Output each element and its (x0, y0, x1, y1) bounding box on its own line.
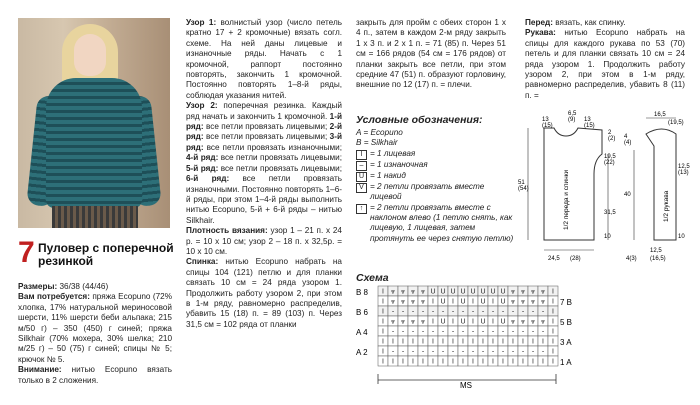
chart-symbol: I (452, 318, 454, 326)
chart-symbol: - (411, 308, 415, 316)
row-label-b6: B 6 (356, 308, 369, 317)
project-title: Пуловер с поперечной резинкой (38, 241, 174, 268)
knit-symbol-icon: I (356, 150, 367, 160)
chart-symbol: - (431, 308, 435, 316)
chart-symbol: I (532, 338, 534, 346)
chart-symbol: - (451, 348, 455, 356)
chart-symbol: - (511, 348, 515, 356)
legend: A = Ecopuno B = Silkhair I = 1 лицевая – = 1 изнаночная U = 1 накид V = 2 петли провязать вместе лицевой ↑ = 2 петли провязать вместе с наклоном влево (1 петлю снять, как лицевую, 1 лицевая, затем протянуть ее через снятую петлю) (356, 128, 514, 243)
chart-symbol: I (552, 328, 554, 336)
chart-symbol: ⩔ (411, 318, 415, 326)
chart-symbol: I (432, 358, 434, 366)
chart-symbol: I (552, 318, 554, 326)
svg-text:31,5: 31,5 (604, 210, 616, 216)
chart-symbol: I (472, 318, 474, 326)
chart-symbol: - (411, 348, 415, 356)
chart-symbol: - (391, 308, 395, 316)
chart-symbol: I (472, 298, 474, 306)
chart-symbol: I (552, 358, 554, 366)
chart-symbol: ⩔ (401, 318, 405, 326)
chart-symbol: ⩔ (511, 318, 515, 326)
chart-symbol: - (401, 308, 405, 316)
chart-symbol: ⩔ (531, 288, 535, 296)
chart-symbol: - (541, 308, 545, 316)
yarnover-symbol-icon: U (356, 172, 367, 182)
purl-symbol-icon: – (356, 161, 367, 171)
chart-symbol: ⩔ (521, 298, 525, 306)
chart-symbol: I (502, 338, 504, 346)
svg-text:(13): (13) (678, 170, 689, 176)
chart-symbol: - (461, 328, 465, 336)
knitting-chart (356, 284, 576, 400)
svg-text:19,5: 19,5 (604, 154, 616, 160)
svg-text:16,5: 16,5 (654, 112, 666, 118)
chart-symbol: U (460, 318, 466, 326)
chart-symbol: - (421, 348, 425, 356)
chart-symbol: U (500, 288, 506, 296)
chart-symbol: I (382, 328, 384, 336)
svg-text:(19,5): (19,5) (668, 120, 684, 126)
chart-symbol: I (422, 338, 424, 346)
chart-symbol: ⩔ (391, 318, 395, 326)
materials-column: Размеры: 36/38 (44/46) Вам потребуется: пряжа Ecopuno (72% хлопка, 17% натуральной мериносовой шерсти, 11% шерсти беби альпака; 215 м/50 г) – 350 (450) г синей; пряжа Silkhair (70% мохера, 30% шелка; 210 м/25 г) – 50 (75) г синей; спицы № 5; крючок № 5. Внимание: нитью Ecopuno вязать только в 2 сложения. (18, 282, 173, 385)
svg-text:51: 51 (518, 180, 525, 186)
chart-symbol: U (490, 288, 496, 296)
chart-symbol: I (392, 338, 394, 346)
row-label-5b: 5 B (560, 318, 573, 327)
chart-symbol: - (471, 348, 475, 356)
chart-symbol: I (522, 338, 524, 346)
chart-symbol: - (531, 348, 535, 356)
chart-symbol: - (541, 328, 545, 336)
chart-symbol: U (430, 288, 436, 296)
chart-symbol: I (462, 358, 464, 366)
front-sleeve-column: Перед: вязать, как спинку. Рукава: нитью Ecopuno набрать на спицы для каждого рукава по 53 (70) петель и для планки связать 10 см = 24 ряда узором 1. Продолжить работу узором 2, при этом в 1-м ряду, равномерно распределив, убавить 8 (11) п. = (525, 18, 685, 100)
chart-symbol: U (500, 318, 506, 326)
chart-symbol: U (480, 318, 486, 326)
chart-symbol: - (501, 308, 505, 316)
chart-symbol: ⩔ (401, 298, 405, 306)
chart-symbol: - (541, 348, 545, 356)
chart-symbol: I (452, 298, 454, 306)
project-number: 7 (18, 236, 35, 269)
row-label-7b: 7 B (560, 298, 573, 307)
svg-text:24,5: 24,5 (548, 256, 560, 262)
svg-text:(15): (15) (584, 123, 595, 129)
chart-symbol: ⩔ (531, 298, 535, 306)
chart-symbol: I (432, 298, 434, 306)
chart-symbol: I (482, 358, 484, 366)
svg-text:12,5: 12,5 (678, 164, 690, 170)
chart-symbol: - (431, 348, 435, 356)
sleeve-pattern (624, 110, 694, 275)
chart-symbol: - (391, 348, 395, 356)
chart-symbol: - (451, 308, 455, 316)
chart-symbol: - (521, 328, 525, 336)
chart-symbol: I (552, 298, 554, 306)
row-label-a2: A 2 (356, 348, 368, 357)
chart-symbol: ⩔ (411, 288, 415, 296)
chart-symbol: I (542, 358, 544, 366)
row-label-3a: 3 A (560, 338, 572, 347)
legend-title: Условные обозначения: (356, 114, 483, 126)
chart-symbol: - (441, 348, 445, 356)
chart-symbol: I (382, 338, 384, 346)
chart-symbol: - (421, 328, 425, 336)
repeat-label-ms: MS (460, 381, 472, 390)
chart-symbol: - (511, 328, 515, 336)
svg-text:4(3): 4(3) (626, 256, 637, 262)
svg-text:4: 4 (624, 134, 628, 140)
svg-text:(16,5): (16,5) (650, 256, 666, 262)
chart-symbol: - (461, 308, 465, 316)
chart-symbol: U (440, 298, 446, 306)
chart-symbol: - (401, 348, 405, 356)
chart-symbol: I (552, 288, 554, 296)
svg-text:10: 10 (678, 234, 685, 240)
chart-symbol: ⩔ (541, 298, 545, 306)
schema-title: Схема (356, 272, 389, 284)
svg-text:40: 40 (624, 192, 631, 198)
chart-symbol: U (480, 288, 486, 296)
chart-symbol: I (382, 348, 384, 356)
chart-symbol: I (512, 338, 514, 346)
chart-symbol: - (491, 328, 495, 336)
row-label-b8: B 8 (356, 288, 369, 297)
chart-symbol: ⩔ (421, 318, 425, 326)
chart-symbol: ⩔ (521, 288, 525, 296)
chart-symbol: - (431, 328, 435, 336)
chart-symbol: - (441, 328, 445, 336)
svg-text:(15): (15) (542, 123, 553, 129)
chart-symbol: I (462, 338, 464, 346)
chart-symbol: I (422, 358, 424, 366)
chart-symbol: I (412, 338, 414, 346)
chart-symbol: I (452, 338, 454, 346)
chart-symbol: - (451, 328, 455, 336)
chart-symbol: U (470, 288, 476, 296)
svg-text:(2): (2) (608, 136, 616, 142)
chart-symbol: - (531, 328, 535, 336)
chart-symbol: U (440, 318, 446, 326)
chart-symbol: I (492, 338, 494, 346)
chart-symbol: - (391, 328, 395, 336)
chart-symbol: - (501, 328, 505, 336)
chart-symbol: - (491, 308, 495, 316)
chart-symbol: - (421, 308, 425, 316)
chart-symbol: I (482, 338, 484, 346)
chart-symbol: I (382, 358, 384, 366)
chart-symbol: ⩔ (391, 298, 395, 306)
chart-symbol: ⩔ (391, 288, 395, 296)
chart-symbol: I (552, 308, 554, 316)
skp-symbol-icon: ↑ (356, 204, 367, 214)
chart-symbol: I (502, 358, 504, 366)
row-label-a4: A 4 (356, 328, 368, 337)
svg-text:(4): (4) (624, 140, 632, 146)
chart-symbol: I (512, 358, 514, 366)
chart-symbol: I (492, 318, 494, 326)
chart-symbol: ⩔ (421, 288, 425, 296)
chart-symbol: - (401, 328, 405, 336)
k2tog-symbol-icon: V (356, 183, 367, 193)
model-photo (18, 18, 170, 228)
svg-text:(22): (22) (604, 160, 615, 166)
chart-symbol: I (432, 318, 434, 326)
chart-symbol: - (521, 348, 525, 356)
chart-symbol: I (452, 358, 454, 366)
chart-symbol: - (471, 308, 475, 316)
chart-symbol: ⩔ (411, 298, 415, 306)
chart-symbol: I (382, 318, 384, 326)
svg-text:1/2 переда и спинки: 1/2 переда и спинки (563, 169, 570, 230)
chart-symbol: I (412, 358, 414, 366)
chart-symbol: - (471, 328, 475, 336)
chart-symbol: I (492, 358, 494, 366)
chart-symbol: ⩔ (541, 288, 545, 296)
chart-symbol: ⩔ (511, 298, 515, 306)
row-label-1a: 1 A (560, 358, 572, 367)
chart-symbol: ⩔ (531, 318, 535, 326)
instructions-column: Узор 1: волнистый узор (число петель кратно 17 + 2 кромочные) вязать согл. схеме. На ней даны лицевые и изнаночные ряды. Начать с 1 кромочной, раппорт постоянно повторять, закончить 1 кромочной. Постоянно повторять 1–8-й ряды, соблюдая указания нитей. Узор 2: поперечная резинка. Каждый ряд начать и закончить 1 кромочной. 1-й ряд: все петли провязать лицевыми; 2-й ряд: все петли провязать лицевыми; 3-й ряд: все петли провязать изнаночными; 4-й ряд: все петли провязать лицевыми; 5-й ряд: все петли провязать лицевыми; 6-й ряд: все петли провязать изнаночными. Постоянно повторять 1–6-й ряды, при этом 1–4-й ряды выполнить нитью Ecopuno, 5-й + 6-й ряды – нитью Silkhair. Плотность вязания: узор 1 – 21 п. х 24 р. = 10 х 10 см; узор 2 – 18 п. х 32,5р. = 10 х 10 см. Спинка: нитью Ecopuno набрать на спицы 104 (121) петлю и для планки связать 10 см = 24 ряда узором 1. Продолжить работу узором 2, при этом в 1-м ряду, равномерно распределив, убавить 15 (18) п. = 89 (103) п. Через 31,5 см = 102 ряда от планки (186, 18, 343, 329)
chart-symbol: - (501, 348, 505, 356)
svg-text:10: 10 (604, 234, 611, 240)
chart-symbol: - (461, 348, 465, 356)
chart-symbol: I (552, 338, 554, 346)
chart-symbol: - (511, 308, 515, 316)
svg-text:2: 2 (608, 130, 612, 136)
chart-symbol: U (480, 298, 486, 306)
chart-symbol: I (432, 338, 434, 346)
chart-symbol: I (442, 358, 444, 366)
chart-symbol: I (402, 338, 404, 346)
chart-symbol: ⩔ (511, 288, 515, 296)
chart-symbol: - (481, 308, 485, 316)
chart-symbol: I (392, 358, 394, 366)
front-back-pattern (518, 110, 620, 275)
chart-symbol: ⩔ (541, 318, 545, 326)
chart-symbol: - (521, 308, 525, 316)
svg-text:6,5: 6,5 (568, 111, 577, 117)
back-continued-column: закрыть для пройм с обеих сторон 1 х 4 п., затем в каждом 2-м ряду закрыть 1 х 3 п. и 2 х 1 п. = 71 (85) п. Через 51 см = 166 рядов (54 см = 176 рядов) от планки закрыть все петли, при этом средние 47 (51) п. образуют горловину, внешние по 12 (17) п. = плечи. (356, 18, 506, 90)
chart-symbol: I (552, 348, 554, 356)
chart-symbol: U (450, 288, 456, 296)
svg-text:13: 13 (584, 117, 591, 123)
chart-symbol: - (481, 328, 485, 336)
svg-text:(54): (54) (518, 186, 529, 192)
chart-symbol: I (522, 358, 524, 366)
chart-symbol: U (440, 288, 446, 296)
chart-symbol: I (532, 358, 534, 366)
svg-text:(9): (9) (568, 117, 576, 123)
chart-symbol: ⩔ (401, 288, 405, 296)
svg-text:(28): (28) (570, 256, 581, 262)
chart-symbol: I (382, 308, 384, 316)
chart-symbol: I (382, 288, 384, 296)
svg-text:12,5: 12,5 (650, 248, 662, 254)
chart-symbol: I (542, 338, 544, 346)
svg-text:13: 13 (542, 117, 549, 123)
chart-symbol: I (472, 358, 474, 366)
chart-symbol: I (472, 338, 474, 346)
chart-symbol: - (441, 308, 445, 316)
svg-text:1/2 рукава: 1/2 рукава (663, 190, 670, 222)
chart-symbol: ⩔ (521, 318, 525, 326)
chart-symbol: U (460, 298, 466, 306)
chart-symbol: I (492, 298, 494, 306)
chart-symbol: U (460, 288, 466, 296)
chart-symbol: I (402, 358, 404, 366)
chart-symbol: - (481, 348, 485, 356)
chart-symbol: U (500, 298, 506, 306)
chart-symbol: I (382, 298, 384, 306)
chart-symbol: ⩔ (421, 298, 425, 306)
chart-symbol: I (442, 338, 444, 346)
chart-symbol: - (411, 328, 415, 336)
chart-symbol: - (491, 348, 495, 356)
chart-symbol: - (531, 308, 535, 316)
